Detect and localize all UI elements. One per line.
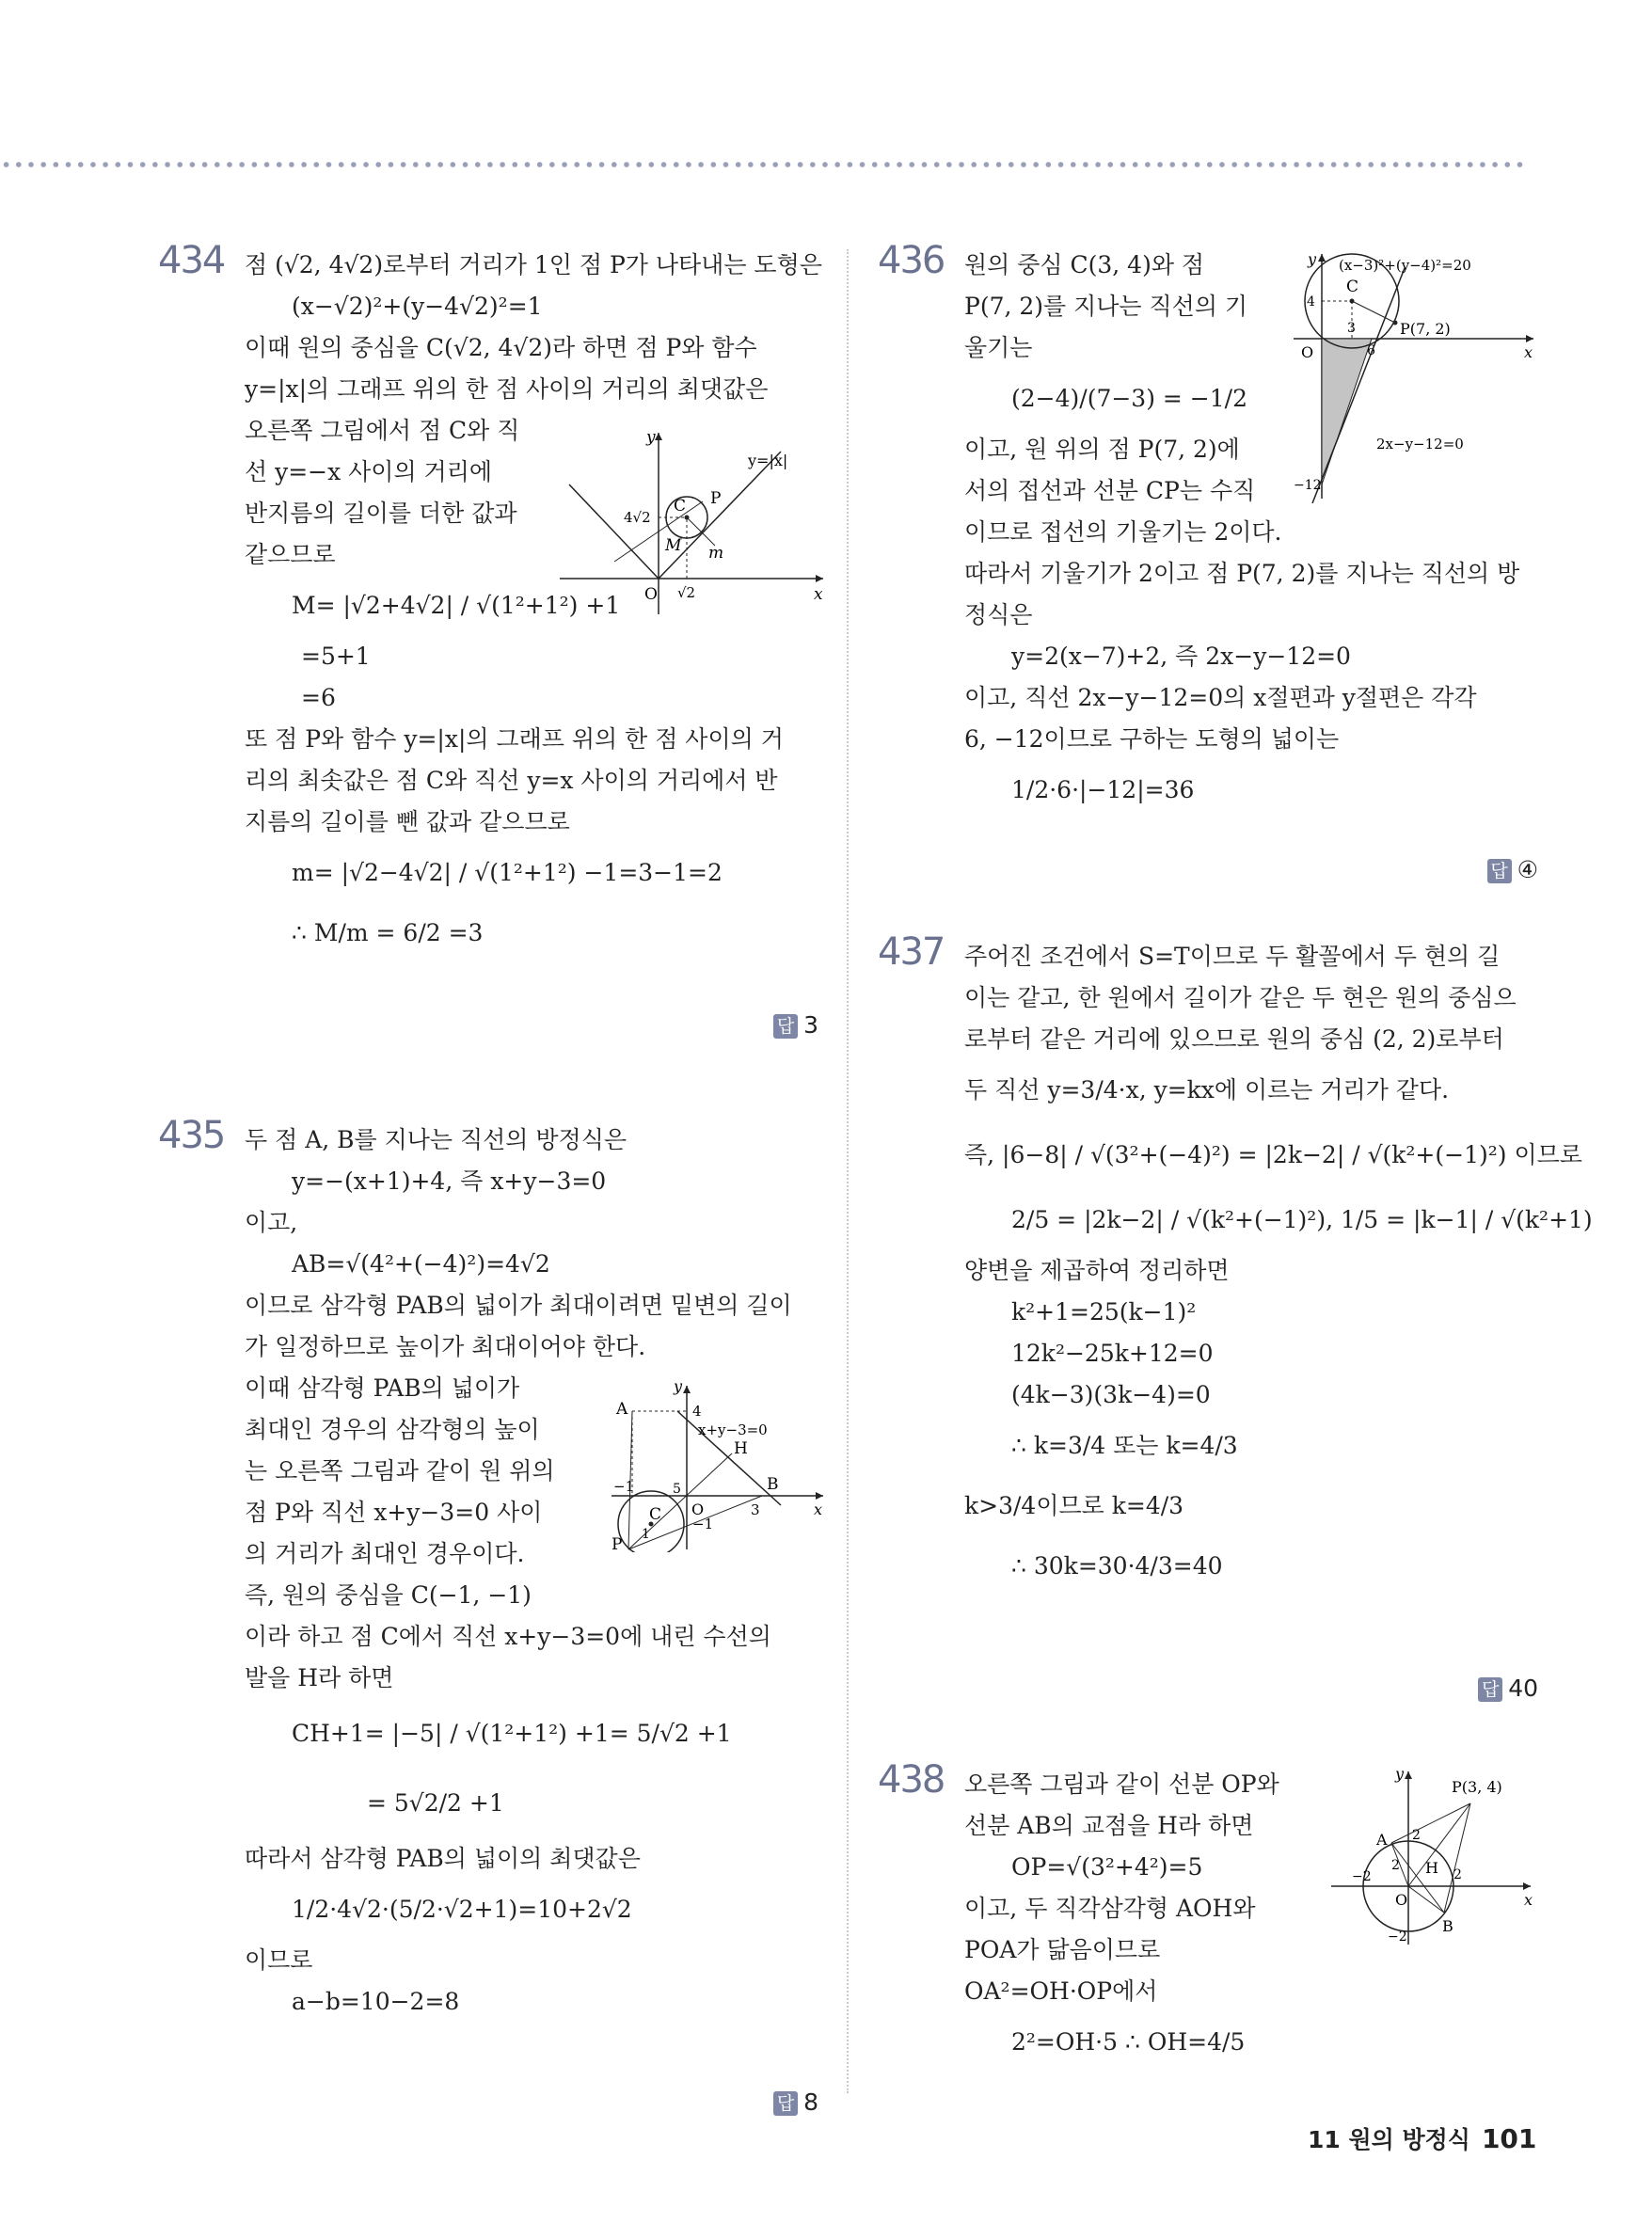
math-line: AB=√(4²+(−4)²)=4√2 [292, 1250, 550, 1278]
solution-body [964, 936, 1593, 1596]
text-line: 의 거리가 최대인 경우이다. [245, 1540, 525, 1567]
text-line: 이므로 접선의 기울기는 2이다. [964, 518, 1282, 546]
text-line: 울기는 [964, 334, 1033, 361]
text-line: 점 (√2, 4√2)로부터 거리가 1인 점 P가 나타내는 도형은 [245, 251, 822, 278]
text-line: 따라서 삼각형 PAB의 넓이의 최댓값은 [245, 1845, 641, 1872]
math-line: OP=√(3²+4²)=5 [1011, 1853, 1203, 1881]
text-line: 주어진 조건에서 S=T이므로 두 활꼴에서 두 현의 길 [964, 943, 1501, 970]
tick-minus-1-y: −1 [692, 1516, 714, 1532]
line-label: x+y−3=0 [698, 1421, 768, 1438]
math-line: k²+1=25(k−1)² [1011, 1298, 1197, 1326]
text-line: 오른쪽 그림과 같이 선분 OP와 [964, 1770, 1279, 1798]
answer-badge-icon: 답 [773, 2091, 798, 2116]
radius-1: 1 [642, 1527, 650, 1542]
text-line: 리의 최솟값은 점 C와 직선 y=x 사이의 거리에서 반 [245, 767, 778, 794]
center-label: C [674, 497, 687, 516]
figure-436 [1294, 249, 1543, 503]
tick-2-y: 2 [1412, 1828, 1421, 1843]
math-line: 2/5 = |2k−2| / √(k²+(−1)²), 1/5 = |k−1| / √(k²+1) [1011, 1206, 1593, 1233]
tick-2-x: 2 [1453, 1867, 1462, 1882]
problem-number: 436 [878, 239, 945, 282]
answer-434: 답 3 [773, 1011, 818, 1039]
text-line: 오른쪽 그림에서 점 C와 직 [245, 417, 520, 444]
radius-2: 2 [1391, 1858, 1400, 1873]
math-line: ∴ M/m = 6/2 =3 [292, 919, 484, 946]
answer-436: 답 ④ [1487, 856, 1538, 883]
figure-435 [612, 1378, 828, 1552]
figure-438 [1331, 1764, 1538, 1947]
answer-badge-icon: 답 [1478, 1677, 1502, 1702]
column-separator [847, 249, 849, 2093]
circle-equation: (x−3)²+(y−4)²=20 [1339, 257, 1471, 274]
x-axis-label: x [1524, 343, 1533, 361]
segment-5: 5 [673, 1482, 681, 1497]
math-line: ∴ 30k=30·4/3=40 [1011, 1552, 1223, 1580]
answer-437: 답 40 [1478, 1675, 1538, 1702]
text-line: 선분 AB의 교점을 H라 하면 [964, 1812, 1254, 1839]
x-axis-label: x [1524, 1891, 1533, 1909]
text-line: 6, −12이므로 구하는 도형의 넓이는 [964, 725, 1340, 753]
text-line: 이라 하고 점 C에서 직선 x+y−3=0에 내린 수선의 [245, 1623, 771, 1650]
page-footer [1308, 2121, 1536, 2155]
chapter-title: 11 원의 방정식 [1308, 2126, 1470, 2153]
text-line: y=|x|의 그래프 위의 한 점 사이의 거리의 최댓값은 [245, 375, 769, 403]
text-line: 이때 원의 중심을 C(√2, 4√2)라 하면 점 P와 함수 [245, 334, 757, 361]
tick-4: 4 [692, 1403, 702, 1420]
text-line: 이고, 두 직각삼각형 AOH와 [964, 1895, 1256, 1922]
math-line: =6 [301, 684, 336, 711]
math-line: (4k−3)(3k−4)=0 [1011, 1381, 1211, 1408]
text-line: 이므로 [245, 1946, 313, 1974]
point-p-label: P(3, 4) [1452, 1778, 1502, 1796]
math-line: M= |√2+4√2| / √(1²+1²) +1 [292, 592, 621, 619]
math-line: y=−(x+1)+4, 즉 x+y−3=0 [292, 1167, 607, 1195]
center-label: C [1346, 278, 1359, 296]
y-axis-label: y [646, 428, 656, 447]
text-line: 따라서 기울기가 2이고 점 P(7, 2)를 지나는 직선의 방 [964, 560, 1520, 587]
text-line: 또 점 P와 함수 y=|x|의 그래프 위의 한 점 사이의 거 [245, 725, 784, 753]
text-line: 두 직선 y=3/4·x, y=kx에 이르는 거리가 같다. [964, 1076, 1450, 1104]
y-axis-label: y [674, 1378, 683, 1395]
text-line: 이고, [245, 1209, 298, 1236]
text-line: 이므로 삼각형 PAB의 넓이가 최대이려면 밑변의 길이 [245, 1292, 792, 1319]
origin-label: O [644, 585, 658, 604]
text-line: 는 오른쪽 그림과 같이 원 위의 [245, 1457, 555, 1485]
math-line: =5+1 [301, 643, 371, 670]
problem-number: 437 [878, 930, 945, 974]
text-line: 가 일정하므로 높이가 최대이어야 한다. [245, 1333, 646, 1360]
math-line: OA²=OH·OP에서 [964, 1977, 1158, 2005]
text-line: 원의 중심 C(3, 4)와 점 [964, 251, 1205, 278]
math-line: ∴ k=3/4 또는 k=4/3 [1011, 1432, 1238, 1459]
tick-3: 3 [751, 1501, 760, 1518]
origin-label: O [1301, 343, 1314, 361]
text-line: 이고, 원 위의 점 P(7, 2)에 [964, 436, 1240, 463]
problem-number: 434 [158, 239, 225, 282]
tangent-label: 2x−y−12=0 [1376, 436, 1464, 453]
tick-x-label: √2 [677, 584, 696, 601]
text-line: 최대인 경우의 삼각형의 높이 [245, 1416, 540, 1443]
tick-y-label: 4√2 [624, 509, 651, 526]
tick-4: 4 [1307, 294, 1315, 310]
tick-6: 6 [1367, 343, 1375, 358]
math-line: = 5√2/2 +1 [367, 1789, 504, 1817]
math-line: a−b=10−2=8 [292, 1988, 460, 2015]
small-m-label: m [708, 544, 724, 563]
point-p-label: P(7, 2) [1400, 320, 1451, 338]
text-line: 점 P와 직선 x+y−3=0 사이 [245, 1499, 543, 1526]
text-line: 즉, 원의 중심을 C(−1, −1) [245, 1581, 532, 1609]
tick-minus-1-x: −1 [613, 1478, 635, 1495]
math-line: (x−√2)²+(y−4√2)²=1 [292, 293, 543, 320]
math-line: 12k²−25k+12=0 [1011, 1340, 1214, 1367]
text-line: 양변을 제곱하여 정리하면 [964, 1257, 1230, 1284]
math-line: m= |√2−4√2| / √(1²+1²) −1=3−1=2 [292, 859, 723, 886]
page-number: 101 [1481, 2123, 1537, 2154]
tick-minus-2-y: −2 [1388, 1929, 1407, 1945]
answer-badge-icon: 답 [773, 1014, 798, 1039]
center-label: C [649, 1505, 662, 1524]
text-line: 정식은 [964, 601, 1033, 628]
x-axis-label: x [814, 585, 823, 604]
text-line: 발을 H라 하면 [245, 1664, 394, 1691]
text-line: 이는 같고, 한 원에서 길이가 같은 두 현은 원의 중심으 [964, 984, 1517, 1011]
point-h-label: H [734, 1439, 748, 1458]
text-line: 선 y=−x 사이의 거리에 [245, 458, 493, 485]
point-p-label: P [710, 489, 722, 508]
point-a-label: A [616, 1400, 628, 1419]
text-line: 같으므로 [245, 541, 336, 568]
math-line: CH+1= |−5| / √(1²+1²) +1= 5/√2 +1 [292, 1720, 732, 1747]
text-line: POA가 닮음이므로 [964, 1936, 1161, 1963]
answer-badge-icon: 답 [1487, 859, 1512, 883]
point-h-label: H [1425, 1859, 1438, 1877]
point-p-label: P [612, 1535, 623, 1552]
math-line: 1/2·6·|−12|=36 [1011, 776, 1195, 803]
point-b-label: B [767, 1475, 779, 1494]
problem-number: 435 [158, 1114, 225, 1157]
big-m-label: M [665, 536, 682, 555]
y-axis-label: y [1308, 250, 1317, 268]
math-line: 2²=OH·5 ∴ OH=4/5 [1011, 2028, 1246, 2056]
text-line: 반지름의 길이를 더한 값과 [245, 500, 517, 527]
math-line: k>3/4이므로 k=4/3 [964, 1492, 1184, 1519]
problem-number: 438 [878, 1758, 945, 1802]
text-line: P(7, 2)를 지나는 직선의 기 [964, 293, 1248, 320]
text-line: 서의 접선과 선분 CP는 수직 [964, 477, 1256, 504]
top-dotted-rule [0, 160, 1529, 169]
origin-label: O [1395, 1891, 1408, 1909]
math-line: 즉, |6−8| / √(3²+(−4)²) = |2k−2| / √(k²+(−1)²) 이므로 [964, 1141, 1582, 1168]
math-line: 1/2·4√2·(5/2·√2+1)=10+2√2 [292, 1896, 632, 1923]
answer-435: 답 8 [773, 2088, 818, 2116]
tick-3: 3 [1347, 321, 1356, 336]
curve-label: y=|x| [748, 452, 788, 469]
text-line: 지름의 길이를 뺀 값과 같으므로 [245, 808, 570, 835]
text-line: 두 점 A, B를 지나는 직선의 방정식은 [245, 1126, 627, 1153]
point-a-label: A [1376, 1831, 1388, 1849]
math-line: y=2(x−7)+2, 즉 2x−y−12=0 [1011, 643, 1351, 670]
tick-minus-2-x: −2 [1352, 1869, 1372, 1884]
x-axis-label: x [814, 1501, 823, 1518]
tick-minus-12: −12 [1294, 478, 1322, 493]
origin-label: O [691, 1501, 705, 1518]
text-line: 이고, 직선 2x−y−12=0의 x절편과 y절편은 각각 [964, 684, 1477, 711]
text-line: 로부터 같은 거리에 있으므로 원의 중심 (2, 2)로부터 [964, 1025, 1504, 1053]
solution-body [245, 1119, 818, 2023]
math-line: (2−4)/(7−3) = −1/2 [1011, 385, 1247, 412]
text-line: 이때 삼각형 PAB의 넓이가 [245, 1374, 520, 1402]
point-b-label: B [1442, 1917, 1453, 1935]
y-axis-label: y [1395, 1765, 1405, 1783]
figure-434 [560, 428, 828, 616]
